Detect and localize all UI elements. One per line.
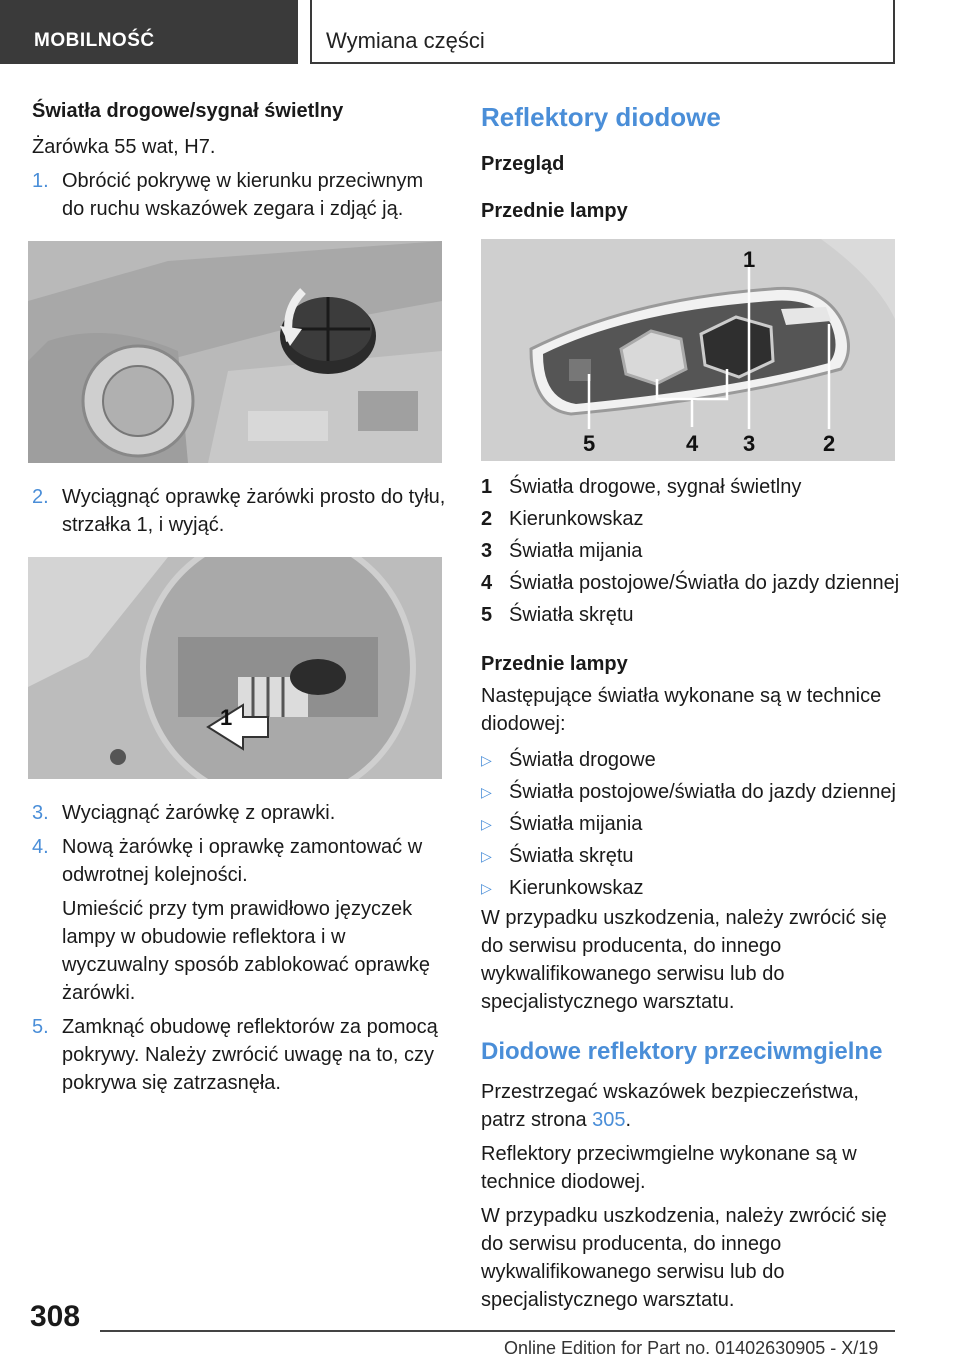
step-1 (32, 167, 446, 223)
paragraph: Następujące światła wykonane są w technice diodowej: (481, 685, 882, 735)
step-number: 4. (32, 836, 49, 858)
legend-item: 5 Światła skrętu (481, 604, 634, 626)
subheading-overview: Przegląd (481, 153, 565, 175)
step-4 (32, 833, 446, 889)
step-text: Wyciągnąć żarówkę z oprawki. (62, 802, 336, 824)
step-5 (32, 1013, 446, 1097)
photo-bulb-holder (28, 557, 442, 779)
legend-item: 1 Światła drogowe, sygnał świetlny (481, 476, 802, 498)
diagram-label-3: 3 (743, 431, 756, 456)
triangle-bullet-icon: ▷ (481, 784, 492, 800)
bullet-list (481, 744, 901, 904)
right-column (481, 100, 901, 1320)
legend-item: 2 Kierunkowskaz (481, 508, 644, 530)
step-2 (32, 483, 446, 539)
list-item: ▷ Światła postojowe/światła do jazdy dziennej (481, 776, 901, 808)
section-tab: MOBILNOŚĆ (0, 0, 298, 64)
paragraph-safety: Przestrzegać wskazówek bezpieczeństwa, patrz strona 305. (481, 1081, 859, 1131)
step-number: 5. (32, 1016, 49, 1038)
step-text: Zamknąć obudowę reflektorów za pomocą pokrywy. Należy zwrócić uwagę na to, czy pokrywa się zatrzasnęła. (62, 1016, 438, 1094)
legend-item: 3 Światła mijania (481, 540, 643, 562)
step-text: Wyciągnąć oprawkę żarówki prosto do tyłu, strzałka 1, i wyjąć. (62, 486, 446, 536)
paragraph: W przypadku uszkodzenia, należy zwrócić się do serwisu producenta, do innego wykwalifikowanego serwisu lub do specjalistycznego warsztatu. (481, 907, 887, 1013)
footer-divider (100, 1330, 895, 1332)
legend-item: 4 Światła postojowe/Światła do jazdy dziennej (481, 572, 900, 594)
subheading-front-lamps: Przednie lampy (481, 200, 628, 222)
paragraph: Reflektory przeciwmgielne wykonane są w technice diodowej. (481, 1143, 857, 1193)
legend-list (481, 471, 901, 631)
triangle-bullet-icon: ▷ (481, 752, 492, 768)
step-number: 1. (32, 170, 49, 192)
diagram-label-2: 2 (823, 431, 836, 456)
intro-text: Żarówka 55 wat, H7. (32, 136, 216, 158)
chapter-title: Wymiana części (310, 0, 895, 64)
step-4-note (32, 895, 446, 1007)
page-number: 308 (30, 1300, 81, 1333)
footer-edition: Online Edition for Part no. 01402630905 - X/19 (504, 1338, 879, 1358)
headlight-diagram (481, 239, 895, 461)
section-heading-fog: Diodowe reflektory przeciwmgielne (481, 1038, 883, 1065)
page-link[interactable]: 305 (592, 1109, 626, 1131)
triangle-bullet-icon: ▷ (481, 848, 492, 864)
arrow-label-1: 1 (220, 705, 233, 730)
subheading-front-lamps-2: Przednie lampy (481, 653, 628, 675)
photo-headlight-cover (28, 241, 442, 463)
step-note-text: Umieścić przy tym prawidłowo języczek lampy w obudowie reflektora i w wyczuwalny sposób zablokować oprawkę żarówki. (62, 898, 430, 1004)
list-item: ▷ Światła mijania (481, 808, 901, 840)
paragraph: W przypadku uszkodzenia, należy zwrócić się do serwisu producenta, do innego wykwalifikowanego serwisu lub do specjalistycznego warsztatu. (481, 1205, 887, 1311)
section-heading: Reflektory diodowe (481, 102, 721, 132)
list-item: ▷ Światła drogowe (481, 744, 901, 776)
triangle-bullet-icon: ▷ (481, 816, 492, 832)
page-header (0, 0, 960, 66)
section-heading: Światła drogowe/sygnał świetlny (32, 100, 344, 122)
diagram-label-1: 1 (743, 247, 756, 272)
step-3 (32, 799, 446, 827)
list-item: ▷ Światła skrętu (481, 840, 901, 872)
list-item: ▷ Kierunkowskaz (481, 872, 901, 904)
left-column (32, 100, 446, 1103)
triangle-bullet-icon: ▷ (481, 880, 492, 896)
step-number: 3. (32, 802, 49, 824)
step-text: Nową żarówkę i oprawkę zamontować w odwrotnej kolejności. (62, 836, 423, 886)
step-number: 2. (32, 486, 49, 508)
diagram-label-5: 5 (583, 431, 596, 456)
diagram-label-4: 4 (686, 431, 699, 456)
step-text: Obrócić pokrywę w kierunku przeciwnym do ruchu wskazówek zegara i zdjąć ją. (62, 170, 424, 220)
